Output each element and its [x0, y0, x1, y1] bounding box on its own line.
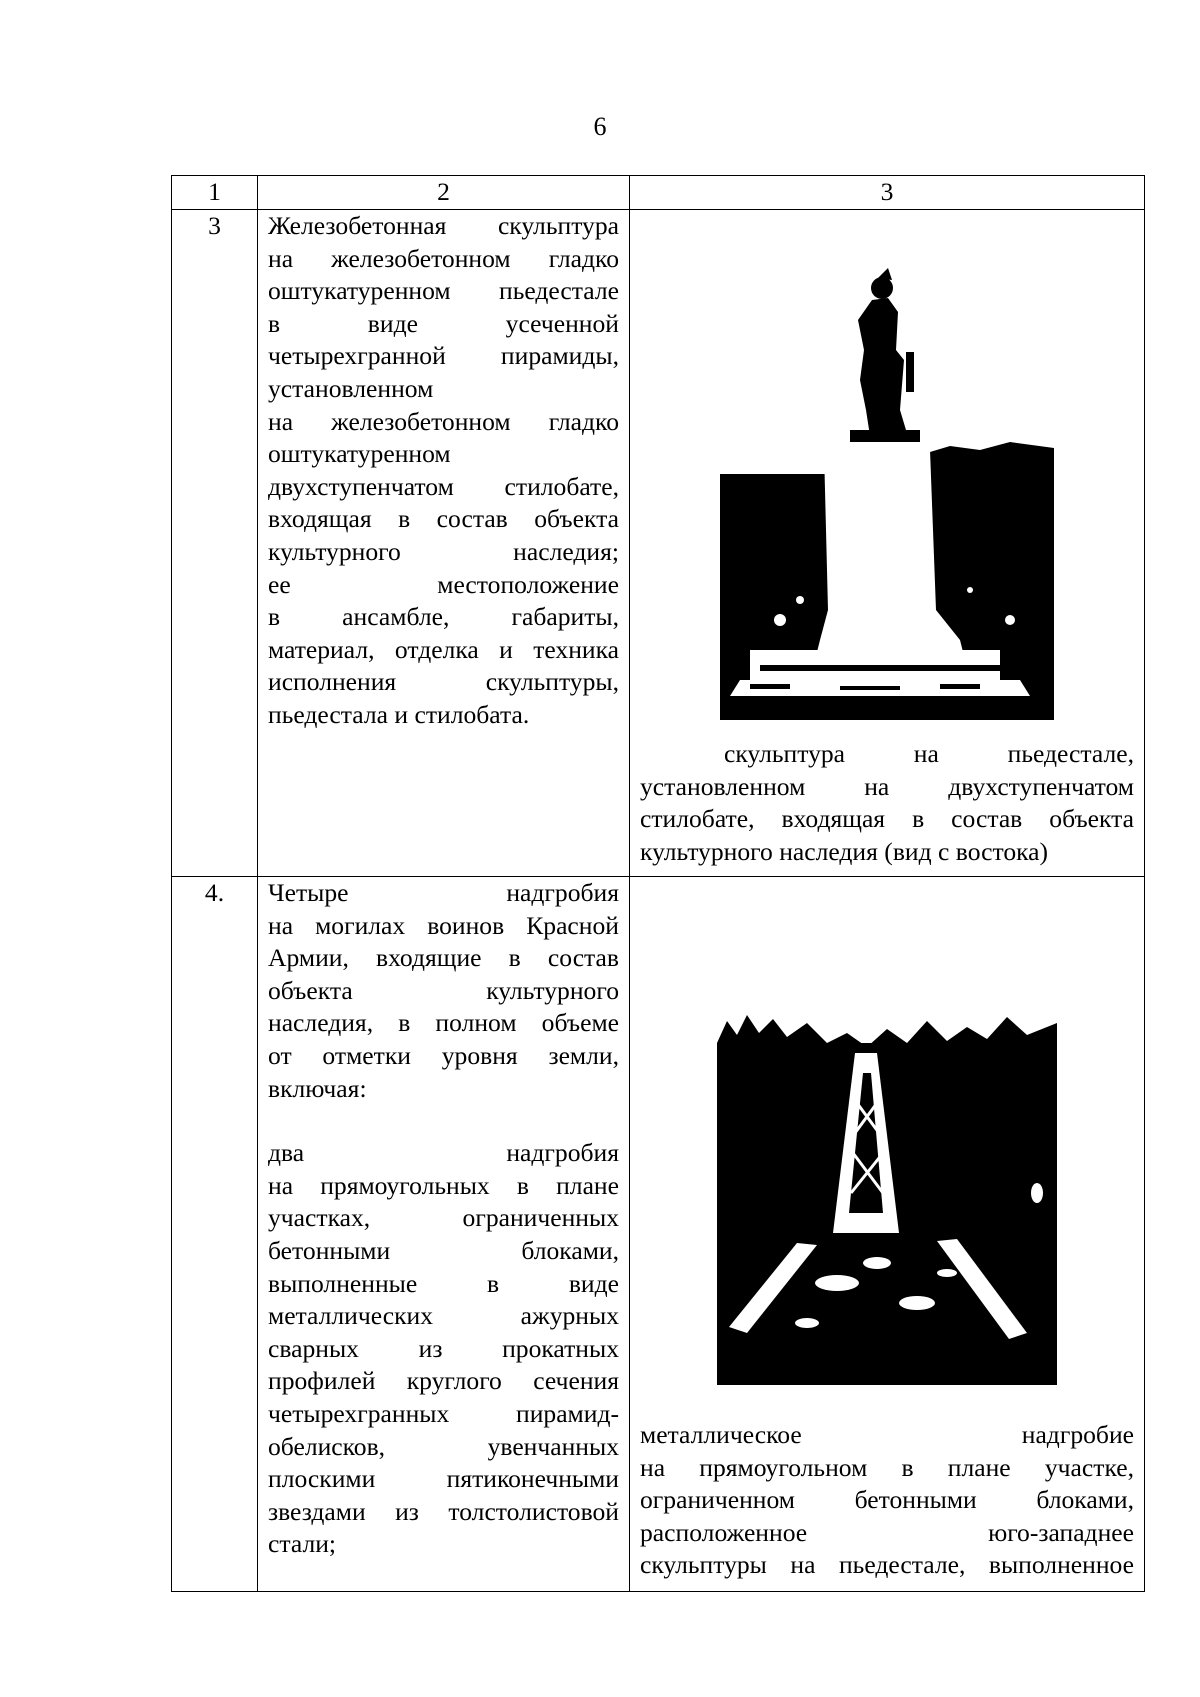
text-line: ее местоположение — [268, 569, 619, 599]
row-description — [258, 877, 630, 1592]
gravestone-photo — [717, 1013, 1057, 1385]
table-header-row — [172, 176, 1145, 210]
text-line: Четыре надгробия — [268, 878, 619, 907]
text-line: четырехгранных пирамид- — [268, 1398, 619, 1428]
text-line: участках, ограниченных — [268, 1203, 619, 1233]
text-line: на железобетонном гладко — [268, 243, 619, 273]
text-line: звездами из толстолистовой — [268, 1496, 619, 1526]
heritage-table — [171, 175, 1145, 1592]
caption-line: скульптура на пьедестале, — [724, 739, 1134, 768]
text-line: материал, отделка и техника — [268, 634, 619, 664]
row-number: 4. — [172, 877, 258, 1592]
table-row — [172, 877, 1145, 1592]
photo-caption — [630, 1419, 1144, 1582]
column-header-1: 1 — [172, 176, 258, 210]
caption-line: ограниченном бетонными блоками, — [640, 1485, 1134, 1515]
caption-line: установленном на двухступенчатом — [640, 771, 1134, 801]
description-text — [258, 210, 629, 732]
column-header-2: 2 — [258, 176, 630, 210]
row-description — [258, 210, 630, 877]
text-line: объекта культурного — [268, 975, 619, 1005]
text-line: два надгробия — [268, 1138, 619, 1168]
caption-line: стилобате, входящая в состав объекта — [640, 804, 1134, 834]
text-line: металлических ажурных — [268, 1301, 619, 1331]
text-line: оштукатуренном пьедестале — [268, 276, 619, 306]
caption-line: скульптуры на пьедестале, выполненное — [640, 1550, 1134, 1580]
photo-caption — [630, 738, 1144, 868]
column-header-3: 3 — [630, 176, 1145, 210]
text-line: оштукатуренном — [268, 439, 451, 469]
text-line: в ансамбле, габариты, — [268, 602, 619, 632]
text-line: пьедестала и стилобата. — [268, 699, 530, 729]
text-line: на могилах воинов Красной — [268, 910, 619, 940]
text-line: четырехгранной пирамиды, — [268, 341, 619, 371]
sculpture-photo — [720, 260, 1054, 720]
text-line: Армии, входящие в состав — [268, 943, 619, 973]
caption-line: металлическое надгробие — [640, 1420, 1134, 1449]
caption-line: культурного наследия (вид с востока) — [640, 836, 1049, 866]
table-row — [172, 210, 1145, 877]
caption-line: расположенное юго-западнее — [640, 1517, 1134, 1547]
caption-line: на прямоугольном в плане участке, — [640, 1452, 1134, 1482]
row-illustration — [630, 877, 1145, 1592]
text-line: от отметки уровня земли, — [268, 1040, 619, 1070]
text-line: на железобетонном гладко — [268, 406, 619, 436]
text-line: установленном — [268, 373, 434, 403]
row-number: 3 — [172, 210, 258, 877]
text-line: входящая в состав объекта — [268, 504, 619, 534]
text-line: наследия, в полном объеме — [268, 1008, 619, 1038]
text-line: выполненные в виде — [268, 1268, 619, 1298]
text-line: стали; — [268, 1529, 337, 1559]
text-line: плоскими пятиконечными — [268, 1464, 619, 1494]
text-line: исполнения скульптуры, — [268, 667, 619, 697]
text-line: бетонными блоками, — [268, 1235, 619, 1265]
text-line: на прямоугольных в плане — [268, 1170, 619, 1200]
text-line: двухступенчатом стилобате, — [268, 471, 619, 501]
text-line: включая: — [268, 1073, 367, 1103]
text-line: профилей круглого сечения — [268, 1366, 619, 1396]
text-line: культурного наследия; — [268, 536, 619, 566]
row-illustration — [630, 210, 1145, 877]
text-line: сварных из прокатных — [268, 1333, 619, 1363]
text-line: в виде усеченной — [268, 308, 619, 338]
text-line: обелисков, увенчанных — [268, 1431, 619, 1461]
description-text — [258, 877, 629, 1561]
text-line: Железобетонная скульптура — [268, 211, 619, 240]
page-number: 6 — [593, 112, 607, 141]
